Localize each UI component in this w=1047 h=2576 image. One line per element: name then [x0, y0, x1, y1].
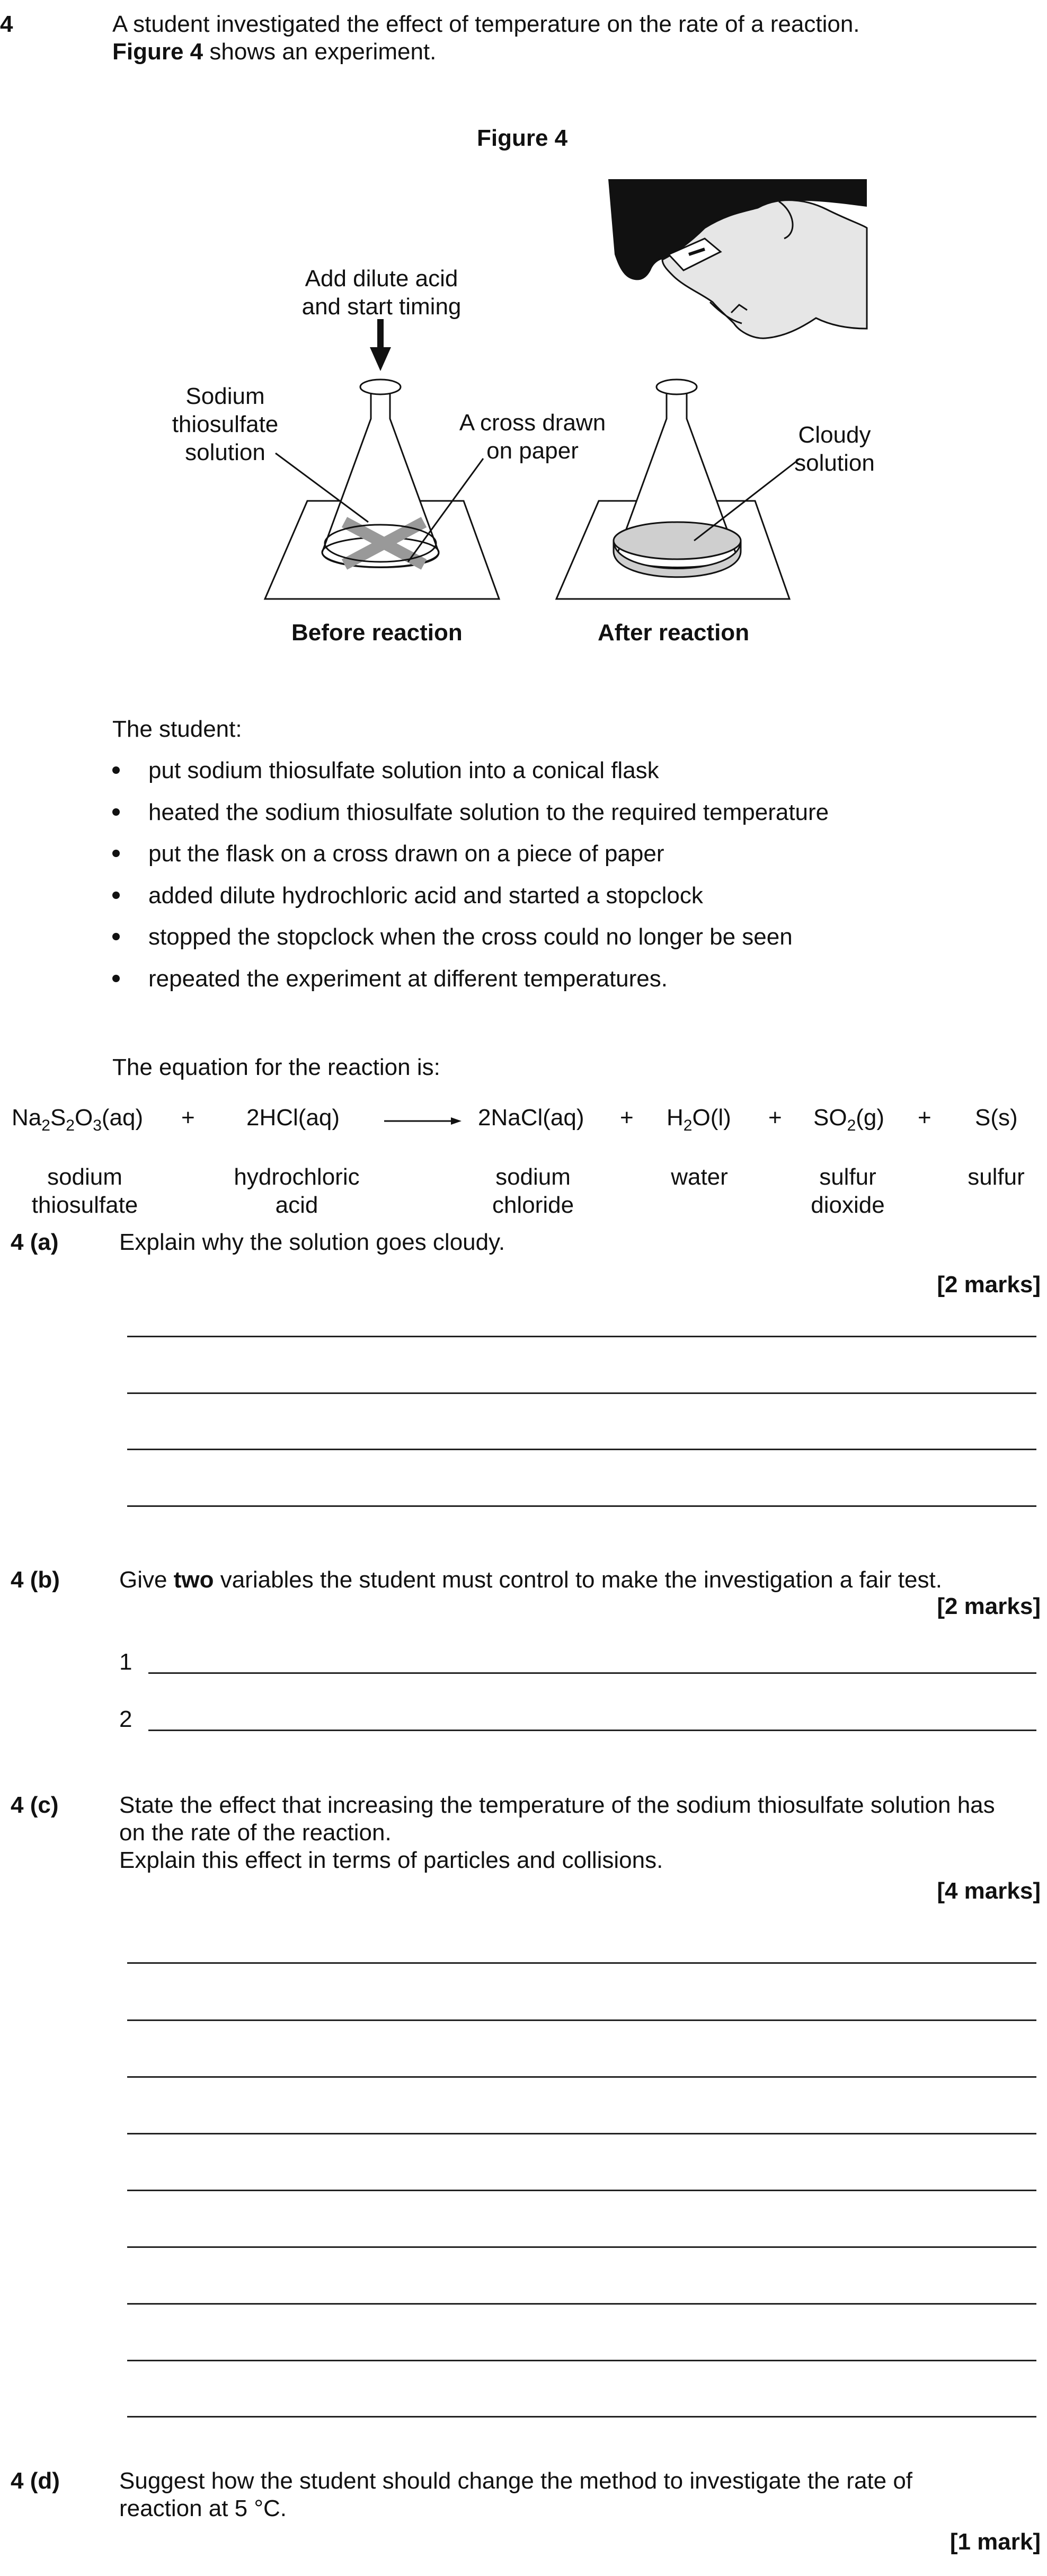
part-a-marks: [2 marks] [937, 1272, 1041, 1298]
equation-name-water: water [671, 1164, 728, 1190]
equation-name-hcl: hydrochloric acid [234, 1164, 360, 1218]
label-cloudy-line1: Cloudy [798, 422, 871, 448]
label-cloudy [763, 421, 906, 478]
label-sodium-line3: solution [185, 439, 265, 465]
equation-term-sulfur: S(s) [975, 1105, 1018, 1131]
bullet-icon [112, 766, 120, 774]
part-d-line2: reaction at 5 °C. [119, 2495, 287, 2521]
answer-line[interactable] [127, 2190, 1036, 2191]
part-a-text: Explain why the solution goes cloudy. [119, 1229, 505, 1255]
answer-line[interactable] [148, 1672, 1036, 1674]
part-b-marks: [2 marks] [937, 1593, 1041, 1619]
equation-plus: + [181, 1105, 195, 1131]
bullet-icon [112, 975, 120, 982]
part-c-line1: State the effect that increasing the temperature of the sodium thiosulfate solution has [119, 1792, 995, 1818]
part-d-marks: [1 mark] [950, 2529, 1041, 2555]
bullet-icon [112, 808, 120, 816]
intro-line2-rest: shows an experiment. [203, 39, 437, 65]
flask-after [614, 380, 741, 577]
equation-term-sodium-thiosulfate: $Na_2S_2O_3(aq)$ [12, 1105, 144, 1134]
part-b-text: Give two variables the student must control to make the investigation a fair test. [119, 1567, 942, 1593]
question-intro-line1: A student investigated the effect of temperature on the rate of a reaction. [112, 11, 860, 37]
label-cloudy-line2: solution [794, 449, 875, 476]
equation-term-water: $H_2O(l)$ [667, 1105, 731, 1134]
answer-line[interactable] [127, 2076, 1036, 2078]
answer-line[interactable] [127, 2133, 1036, 2134]
part-b-item-number: 1 [119, 1649, 132, 1675]
label-cross-line1: A cross drawn [459, 410, 606, 436]
answer-line[interactable] [127, 1336, 1036, 1337]
label-add-acid [276, 265, 487, 321]
bullet-icon [112, 850, 120, 857]
label-cross [434, 409, 631, 465]
part-a-label: 4 (a) [11, 1229, 59, 1255]
method-step: put sodium thiosulfate solution into a conical flask [148, 757, 659, 783]
answer-line[interactable] [127, 2303, 1036, 2305]
equation-plus: + [620, 1105, 634, 1131]
figure-title: Figure 4 [477, 125, 568, 151]
label-sodium-thiosulfate [148, 383, 302, 466]
equation-heading: The equation for the reaction is: [112, 1054, 440, 1080]
question-intro-line2 [112, 38, 436, 66]
answer-line[interactable] [127, 2246, 1036, 2248]
question-number: 4 [0, 11, 13, 37]
bullet-icon [112, 892, 120, 899]
equation-term-nacl: 2NaCl(aq) [478, 1105, 584, 1131]
equation-plus: + [768, 1105, 782, 1131]
part-b-label: 4 (b) [11, 1567, 60, 1593]
answer-line[interactable] [127, 2416, 1036, 2418]
equation-plus: + [918, 1105, 931, 1131]
caption-before: Before reaction [291, 620, 463, 646]
answer-line[interactable] [127, 1962, 1036, 1964]
answer-line[interactable] [127, 2019, 1036, 2021]
label-sodium-line1: Sodium [185, 383, 265, 409]
reaction-arrow-icon [384, 1113, 464, 1129]
caption-after: After reaction [598, 620, 750, 646]
equation-term-hcl: 2HCl(aq) [246, 1105, 340, 1131]
answer-line[interactable] [127, 1449, 1036, 1450]
part-c-label: 4 (c) [11, 1792, 59, 1818]
part-d-label: 4 (d) [11, 2468, 60, 2494]
part-c-line2: on the rate of the reaction. [119, 1820, 392, 1846]
label-add-acid-line2: and start timing [301, 293, 462, 320]
label-sodium-line2: thiosulfate [172, 411, 279, 437]
method-step: added dilute hydrochloric acid and started a stopclock [148, 883, 703, 908]
part-d-line1: Suggest how the student should change the method to investigate the rate of [119, 2468, 913, 2494]
method-heading: The student: [112, 716, 242, 742]
method-step: put the flask on a cross drawn on a piece of paper [148, 841, 664, 867]
equation-name-so2: sulfur dioxide [811, 1164, 885, 1218]
label-cross-line2: on paper [486, 437, 579, 464]
answer-line[interactable] [127, 2360, 1036, 2361]
label-add-acid-line1: Add dilute acid [305, 266, 458, 292]
part-b-item-number: 2 [119, 1706, 132, 1732]
equation-name-sodium-thiosulfate: sodium thiosulfate [31, 1164, 138, 1218]
part-c-line3: Explain this effect in terms of particles and collisions. [119, 1847, 663, 1873]
answer-line[interactable] [127, 1392, 1036, 1394]
observer-face-illustration [608, 179, 867, 338]
part-c-marks: [4 marks] [937, 1878, 1041, 1904]
equation-name-nacl: sodium chloride [492, 1164, 574, 1218]
answer-line[interactable] [148, 1730, 1036, 1731]
equation-name-sulfur: sulfur [968, 1164, 1025, 1190]
answer-line[interactable] [127, 1505, 1036, 1507]
equation-term-so2: $SO_2(g)$ [813, 1105, 885, 1134]
method-step: repeated the experiment at different temperatures. [148, 966, 668, 992]
method-step: heated the sodium thiosulfate solution to the required temperature [148, 799, 829, 825]
arrow-down-icon [370, 319, 391, 371]
bullet-icon [112, 933, 120, 940]
method-step: stopped the stopclock when the cross could no longer be seen [148, 924, 793, 950]
figure-reference: Figure 4 [112, 39, 203, 65]
